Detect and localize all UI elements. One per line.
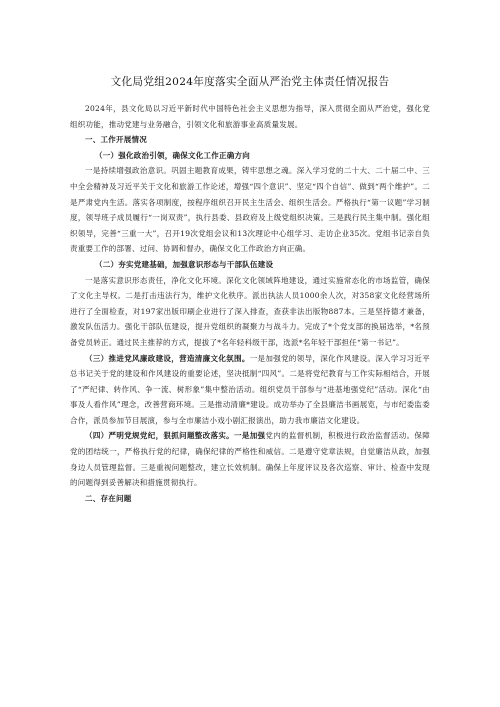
subsection-heading-4: （四）严明党规党纪，狠抓问题整改落实。 (85, 431, 235, 441)
document-title: 文化局党组2024年度落实全面从严治党主体责任情况报告 (110, 76, 390, 88)
subsection-body-1: 一是持续增强政治意识。巩固主题教育成果，铸牢思想之魂。深入学习党的二十大、二十届二中、三中全会精神及习近平关于文化和旅游工作论述，增强“四个意识”、坚定“四个自信”、做到“两个维护”。二是严肃党内生活。落实各项制度，按程序组织召开民主生活会、组织生活会。严格执行“第一议题”学习制度，领导班子成员履行“一岗双责”，执行县委、县政府及上级党组织决策。三是践行民主集中制。强化组织领导，完善“三重一大”，召开19次党组会议和13次理论中心组学习、走访企业35次。党组书记亲自负责重要工作的部署、过问、协调和督办，确保文化工作政治方向正确。 (70, 166, 430, 254)
subsection-body-3: 一是加强党的领导，深化作风建设。深入学习习近平总书记关于党的建设和作风建设的重要论述，坚决抵制“四风”。二是将党纪教育与工作实际相结合，开展了“严纪律、转作风、争一流、树形象”集中整治活动。组织党员干部参与“进基地强党纪”活动。深化“由事及人看作风”理念，改善营商环境。三是推动清廉*建设。成功举办了全县廉洁书画展览，与市纪委监委合作，派员参加节目展演，参与全市廉洁小戏小剧汇报演出，助力我市廉洁文化建设。 (70, 353, 430, 425)
subsection-lead-4: 一是加强 (234, 431, 266, 441)
subsection-body-4: 党内的监督机制，积极进行政治监督活动。保障党的团结统一，严格执行党的纪律，确保纪律的严格性和威信。二是遵守党章法规，自觉廉洁从政，加强身边人员管理监督。三是重视问题整改，建立长效机制。确保上年度评议及各次巡察、审计、检查中发现的问题得到妥善解决和措施贯彻执行。 (70, 431, 431, 488)
intro-paragraph: 2024年，县文化局以习近平新时代中国特色社会主义思想为指导，深入贯彻全面从严治党，强化党组织功能，推动党建与业务融合，引领文化和旅游事业高质量发展。 (70, 104, 430, 129)
subsection-body-2: 一是落实意识形态责任，净化文化环境。深化文化领域阵地建设，通过实施常态化的市场监管，确保了文化主导权。二是打击违法行为，维护文化秩序。派出执法人员1000余人次，对358家文化经营场所进行了全面检查，对197家出版印刷企业进行了深入排查，查获非法出版物887本。三是坚持德才兼备，激发队伍活力。强化干部队伍建设，提升党组织的凝聚力与战斗力。完成了*个党支部的换届选举，*名预备党员转正。通过民主推荐的方式，提拔了*名年轻科级干部，选派*名年轻干部担任“第一书记”。 (70, 275, 430, 347)
subsection-heading-3: （三）推进党风廉政建设，营造清廉文化氛围。 (85, 353, 250, 363)
subsection-heading-2: （二）夯实党建基础，加强意识形态与干部队伍建设 (95, 259, 274, 269)
section-heading-work: 一、工作开展情况 (85, 135, 147, 145)
section-heading-problems: 二、存在问题 (85, 493, 132, 503)
subsection-3 (70, 351, 430, 429)
subsection-4 (70, 428, 430, 490)
subsection-heading-1: （一）强化政治引领，确保文化工作正确方向 (95, 150, 250, 160)
